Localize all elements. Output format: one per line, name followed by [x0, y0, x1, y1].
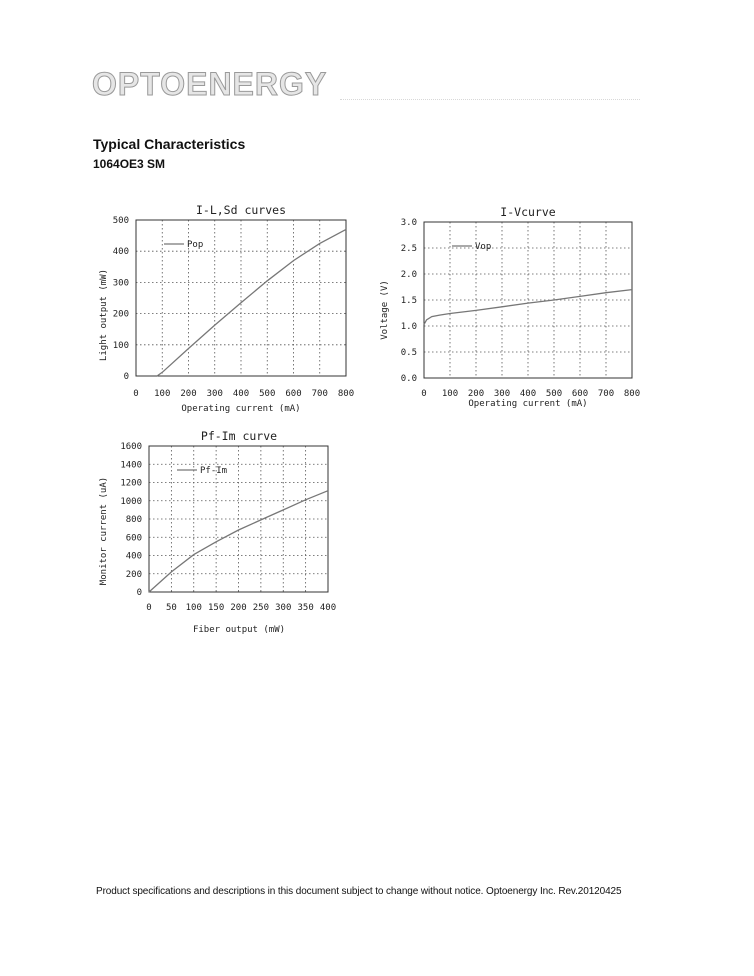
x-axis-label: Operating current (mA): [181, 404, 301, 414]
y-tick-label: 1600: [120, 442, 142, 452]
y-axis-label: Voltage (V): [380, 280, 390, 340]
y-tick-label: 800: [125, 515, 142, 525]
x-tick-label: 400: [232, 389, 250, 399]
y-tick-label: 300: [112, 278, 129, 289]
y-tick-label: 100: [112, 340, 129, 351]
x-tick-label: 0: [146, 603, 152, 613]
logo-rule: [340, 99, 640, 100]
footer-notice: Product specifications and descriptions in this document subject to change without notice. Optoenergy Inc. Rev.20120425: [96, 886, 622, 897]
x-tick-label: 800: [623, 389, 641, 399]
y-tick-label: 0.5: [400, 348, 417, 358]
x-tick-label: 200: [230, 603, 247, 613]
y-tick-label: 1200: [120, 478, 142, 489]
iv-chart: [370, 200, 660, 420]
y-tick-label: 600: [125, 533, 142, 544]
x-tick-label: 300: [493, 389, 511, 399]
x-tick-label: 400: [519, 389, 537, 399]
x-axis-label: Fiber output (mW): [192, 625, 286, 635]
series-line-pf-im: [149, 491, 328, 592]
il-chart: [90, 200, 370, 420]
pf-im-chart: [90, 426, 360, 646]
y-tick-label: 0: [123, 372, 129, 382]
x-tick-label: 0: [133, 389, 139, 399]
x-tick-label: 300: [275, 603, 292, 613]
x-tick-label: 800: [337, 389, 355, 399]
y-axis-label: Monitor current (uA): [99, 476, 109, 586]
page-title: Typical Characteristics: [93, 136, 246, 152]
chart-title: I-L,Sd curves: [195, 203, 287, 217]
x-axis-label: Operating current (mA): [468, 399, 588, 409]
x-tick-label: 200: [467, 389, 485, 399]
model-name: 1064OE3 SM: [93, 157, 166, 171]
x-tick-label: 700: [597, 389, 615, 399]
x-tick-label: 100: [185, 603, 202, 613]
y-tick-label: 3.0: [400, 218, 417, 228]
x-tick-label: 600: [571, 389, 589, 399]
chart-title: Pf-Im curve: [200, 429, 278, 443]
y-tick-label: 200: [125, 569, 142, 580]
y-tick-label: 500: [112, 216, 129, 226]
x-tick-label: 250: [252, 603, 270, 613]
legend-label: Vop: [475, 242, 492, 252]
x-tick-label: 150: [207, 603, 225, 613]
y-tick-label: 1.5: [400, 296, 417, 306]
y-axis-label: Light output (mW): [99, 268, 109, 362]
y-tick-label: 400: [125, 551, 142, 562]
x-tick-label: 400: [319, 603, 337, 613]
y-tick-label: 200: [112, 309, 129, 320]
x-tick-label: 200: [180, 389, 197, 399]
x-tick-label: 100: [441, 389, 459, 399]
y-tick-label: 2.0: [400, 270, 417, 280]
y-tick-label: 0.0: [400, 374, 417, 384]
legend-label: Pf-Im: [200, 466, 228, 476]
y-tick-label: 0: [136, 588, 142, 598]
x-tick-label: 300: [206, 389, 223, 399]
x-tick-label: 500: [259, 389, 276, 399]
y-tick-label: 2.5: [400, 244, 417, 254]
chart-title: I-Vcurve: [500, 205, 556, 219]
y-tick-label: 1400: [120, 460, 142, 471]
x-tick-label: 500: [545, 389, 563, 399]
y-tick-label: 400: [112, 247, 129, 258]
x-tick-label: 0: [421, 389, 427, 399]
x-tick-label: 350: [297, 603, 314, 613]
y-tick-label: 1000: [120, 496, 142, 507]
x-tick-label: 100: [154, 389, 171, 399]
optoenergy-logo: OPTOENERGY: [92, 66, 328, 102]
y-tick-label: 1.0: [400, 322, 417, 332]
x-tick-label: 600: [285, 389, 302, 399]
x-tick-label: 50: [165, 603, 177, 613]
x-tick-label: 700: [311, 389, 328, 399]
legend-label: Pop: [187, 240, 204, 250]
